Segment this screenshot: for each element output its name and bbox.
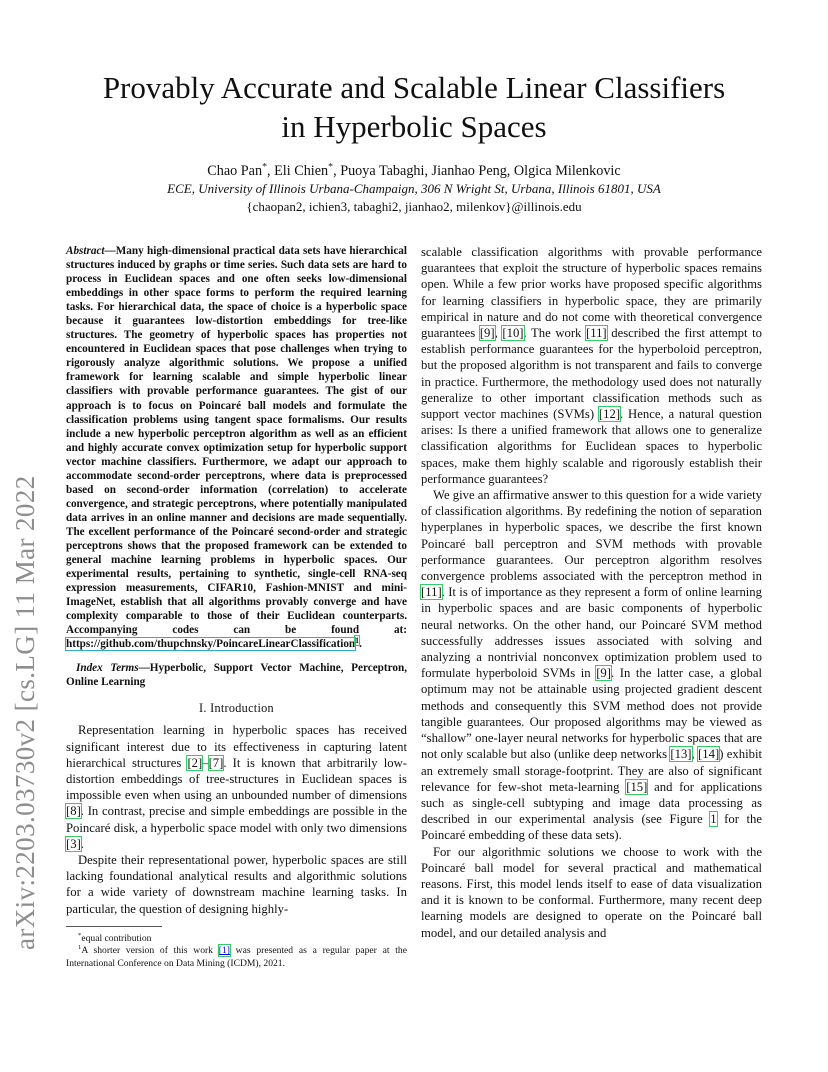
text-run: . In the latter case, a global optimum may not be attainable using projected gradient descent methods and consequently this SVM method does not provide tangible guarantees. Our proposed algorithms may be viewed as “shallow” one-layer neural networks for hyperbolic spaces that are not only scalable but also (unlike deep networks (421, 666, 762, 762)
text-run: , (494, 326, 503, 341)
equal-contribution-mark: * (262, 161, 268, 173)
section-heading-introduction: I. Introduction (199, 701, 274, 716)
introduction-right-text (421, 244, 762, 941)
paragraph (421, 244, 762, 487)
left-column (66, 244, 407, 917)
author-2: Eli Chien (274, 163, 329, 179)
text-run: ) exhibit an extremely small storage-footprint. They are also of significant relevance for few-shot meta-learning (421, 747, 762, 794)
text-run: scalable classification algorithms with provable performance guarantees that exploit the structure of hyperbolic spaces remains open. While a few prior works have proposed specific algorithms for learning classifiers in hyperbolic space, they are primarily empirical in nature and do not come with theoretical convergence guarantees (421, 245, 762, 341)
text-run: . In contrast, precise and simple embeddings are possible in the Poincaré disk, a hyperbolic space model with only two dimensions (66, 804, 407, 835)
text-run: . It is of importance as they represent a form of online learning in hyperbolic spaces and are basic components of hyperbolic neural networks. On the other hand, our Poincaré SVM method successfully addresses issues associated with solving and analyzing a nontrivial nonconvex optimization problem used to formulate hyperboloid SVMs in (421, 585, 762, 681)
citation-link[interactable]: [9] (596, 666, 611, 681)
footnote-text: was presented as a regular paper at the International Conference on Data Mining (ICDM), 2021. (66, 945, 407, 969)
author-separator: , (333, 163, 341, 179)
citation-link[interactable]: [2] (187, 755, 203, 770)
paper-title-line-1: Provably Accurate and Scalable Linear Classifiers (102, 70, 726, 105)
citation-link[interactable]: [3] (66, 836, 81, 851)
paragraph: For our algorithmic solutions we choose to work with the Poincaré ball model for several practical and mathematical reasons. First, this model lends itself to ease of data visualization and it is known to be conformal. Furthermore, many recent deep learning models are designed to operate on the Poincaré ball model, and our detailed analysis and (421, 844, 762, 940)
abstract (66, 244, 407, 651)
text-run: . (80, 836, 84, 851)
text-run: Representation learning in hyperbolic spaces has received significant interest due to its effectiveness in capturing latent hierarchical structures (66, 723, 407, 770)
author-rest: Puoya Tabaghi, Jianhao Peng, Olgica Milenkovic (340, 163, 621, 179)
text-run: We give an affirmative answer to this question for a wide variety of classification algorithms. By redefining the notion of separation hyperplanes in hyperbolic spaces, we describe the first known Poincaré ball perceptron and SVM methods with provable performance guarantees. Our perceptron algorithm resolves convergence problems associated with the perceptron method in (421, 488, 762, 584)
footnote-text: equal contribution (81, 933, 152, 944)
footnote-equal-contribution (66, 933, 407, 945)
paper-title (0, 68, 828, 146)
citation-link[interactable]: [11] (585, 326, 607, 341)
citation-link[interactable]: [11] (421, 585, 442, 600)
citation-link[interactable]: [10] (502, 326, 524, 341)
code-repository-link[interactable]: https://github.com/thupchnsky/PoincareLinearClassification (66, 638, 356, 651)
paragraph (421, 487, 762, 843)
citation-link[interactable]: [7] (208, 755, 224, 770)
text-run: . Hence, a natural question arises: Is there a unified framework that allows one to generalize classification algorithms for Euclidean spaces to hyperbolic spaces, make them highly scalable and rigorously establish their performance guarantees? (421, 407, 762, 486)
introduction-left-text (66, 722, 407, 916)
text-run: . The work (523, 326, 586, 341)
equal-contribution-mark: * (328, 161, 334, 173)
text-run: described the first attempt to establish performance guarantees for the hyperboloid perceptron, but the proposed algorithm is not transparent and fails to converge in practice. Furthermore, the methodology used does not naturally generalize to other important classification methods such as support vector machines (SVMs) (421, 326, 762, 422)
abstract-text: —Many high-dimensional practical data sets have hierarchical structures induced by graphs or time series. Such data sets are hard to process in Euclidean spaces and one often seeks low-dimensional embeddings in other space forms to perform the required learning tasks. For hierarchical data, the space of choice is a hyperbolic space because it guarantees low-distortion embeddings for tree-like structures. The geometry of hyperbolic spaces has properties not encountered in Euclidean spaces that pose challenges when trying to rigorously analyze algorithmic solutions. We propose a unified framework for learning scalable and simple hyperbolic linear classifiers with provable performance guarantees. The gist of our approach is to focus on Poincaré ball models and formulate the classification problems using tangent space formalisms. Our results include a new hyperbolic perceptron algorithm as well as an efficient and highly accurate convex optimization setup for hyperbolic support vector machine classifiers. Furthermore, we adapt our approach to accommodate second-order perceptrons, where data is preprocessed based on second-order information (correlation) to accelerate convergence, and strategic perceptrons, where potentially manipulated data arrives in an online manner and decisions are made sequentially. The excellent performance of the Poincaré second-order and strategic perceptrons shows that the proposed framework can be extended to general machine learning problems in hyperbolic spaces. Our experimental results, pertaining to synthetic, single-cell RNA-seq expression measurements, CIFAR10, Fashion-MNIST and mini-ImageNet, establish that all algorithms provably converge and have complexity comparable to those of their Euclidean counterparts. Accompanying codes can be found at: (66, 245, 407, 637)
footnotes (66, 926, 407, 970)
index-terms-lead: Index Terms (76, 662, 139, 675)
text-run: . It is known that arbitrarily low-distortion embeddings of tree-structures in Euclidean spaces is impossible even when using an unbounded number of dimensions (66, 755, 407, 803)
citation-link[interactable]: [14] (698, 747, 720, 762)
index-terms (66, 661, 407, 689)
right-column (421, 244, 762, 941)
citation-link[interactable]: [13] (670, 747, 692, 762)
author-list (0, 163, 828, 180)
footnote-mark: * (78, 931, 82, 939)
citation-link[interactable]: [12] (598, 407, 621, 422)
citation-link[interactable]: [9] (479, 326, 495, 341)
text-run: for the Poincaré embedding of these data sets). (421, 812, 763, 843)
text-run: – (202, 755, 209, 770)
index-terms-text: —Hyperbolic, Support Vector Machine, Perceptron, Online Learning (66, 662, 407, 689)
affiliation: ECE, University of Illinois Urbana-Champaign, 306 N Wright St, Urbana, Illinois 61801, USA (167, 181, 661, 196)
paragraph (66, 722, 407, 852)
figure-link[interactable]: 1 (710, 812, 717, 827)
text-run: , (691, 747, 699, 762)
citation-link[interactable]: [15] (626, 779, 648, 794)
author-1: Chao Pan (207, 163, 263, 179)
footnote-mark: 1 (78, 944, 82, 952)
arxiv-identifier: arXiv:2203.03730v2 [cs.LG] 11 Mar 2022 (10, 475, 40, 950)
author-separator: , (267, 163, 275, 179)
paper-title-line-2: in Hyperbolic Spaces (281, 109, 547, 144)
abstract-end: . (359, 638, 362, 651)
author-emails: {chaopan2, ichien3, tabaghi2, jianhao2, milenkov}@illinois.edu (246, 199, 582, 214)
paragraph: Despite their representational power, hyperbolic spaces are still lacking foundational analytical results and algorithmic solutions for a wide variety of downstream machine learning tasks. In particular, the question of designing highly- (66, 853, 407, 916)
footnote-rule (66, 926, 162, 927)
footnote-shorter-version (66, 945, 407, 970)
citation-link[interactable]: [8] (66, 804, 81, 819)
abstract-lead: Abstract (66, 245, 105, 257)
citation-link[interactable]: [1] (218, 945, 230, 957)
footnote-text: A shorter version of this work (81, 945, 219, 957)
text-run: and for applications such as single-cell subtyping and image data processing as described in our experimental analysis (see Figure (421, 779, 763, 827)
footnote-link-1[interactable]: 1 (355, 635, 360, 645)
